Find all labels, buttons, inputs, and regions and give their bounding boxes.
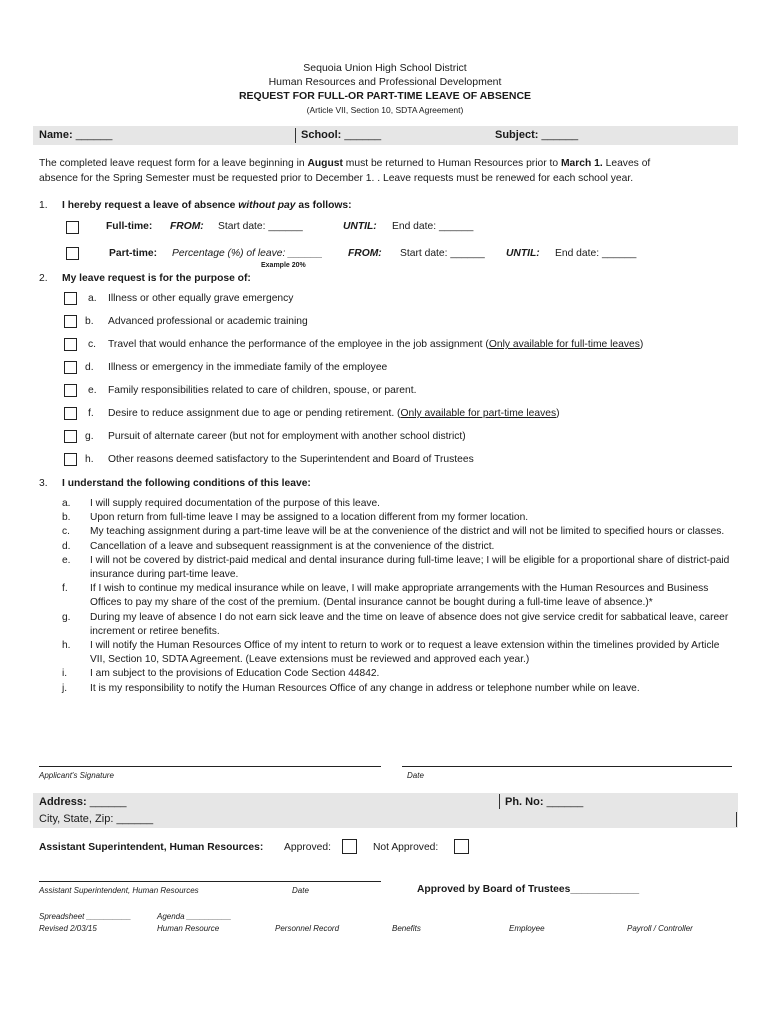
board-approval[interactable] [417,884,639,895]
address-label: Address: [39,796,87,808]
intro-text-c: must be returned to Human Resources prior to [342,158,561,169]
approved-label: Approved: [284,842,331,853]
city-label: City, State, Zip: [39,813,114,825]
condition-text: I will supply required documentation of the purpose of this leave. [90,498,380,509]
footer-revised: Revised 2/03/15 [39,924,97,933]
condition-item [62,540,732,554]
condition-letter: f. [62,583,68,595]
city-field[interactable] [39,813,153,825]
purpose-text: Family responsibilities related to care of children, spouse, or parent. [108,385,417,396]
purpose-text [108,408,560,419]
purpose-note: Only available for full-time leaves [488,339,640,350]
city-value: ______ [116,813,154,825]
footer-payroll: Payroll / Controller [627,924,693,933]
subject-label: Subject: [495,129,539,141]
purpose-text: Illness or emergency in the immediate family of the employee [108,362,388,373]
section1-title-a: I hereby request a leave of absence [62,200,239,211]
purpose-checkbox-h[interactable] [64,453,77,466]
purpose-text: Other reasons deemed satisfactory to the Superintendent and Board of Trustees [108,454,474,465]
condition-item [62,525,732,539]
purpose-text: Advanced professional or academic training [108,316,308,327]
purpose-close: ) [639,339,644,350]
footer-employee: Employee [509,924,545,933]
condition-text: If I wish to continue my medical insurance while on leave, I will make appropriate arrangements with the Human Resources and Business Offices to pay my share of the cost of the premium. (Dental insurance cannot be bought during a full-time leave of absence.)* [90,583,709,609]
purpose-letter: b. [85,316,94,327]
condition-letter: i. [62,668,68,680]
address-bar [33,793,738,828]
intro-august: August [307,158,343,169]
condition-letter: c. [62,526,70,538]
purpose-text-main: Travel that would enhance the performance of the employee in the job assignment ( [108,339,489,350]
district-name: Sequoia Union High School District [303,62,467,74]
purpose-checkbox-d[interactable] [64,361,77,374]
name-label: Name: [39,129,73,141]
condition-letter: b. [62,512,71,524]
intro-text-e: Leaves of [602,158,651,169]
purpose-checkbox-e[interactable] [64,384,77,397]
approval-date-label: Date [292,886,309,895]
condition-item [62,497,732,511]
divider [736,812,737,827]
condition-text: My teaching assignment during a part-time leave will be at the convenience of the district and will not be limited to specified hours or classes. [90,526,725,538]
condition-item [62,639,732,667]
fulltime-from: FROM: [170,221,204,232]
school-value: ______ [344,129,382,141]
applicant-date-line[interactable] [402,766,732,767]
section1-title-b: without pay [238,200,296,211]
parttime-percentage[interactable]: Percentage (%) of leave: ______ [172,248,323,259]
footer-human-resource: Human Resource [157,924,220,933]
footer-spreadsheet: Spreadsheet __________ [39,912,132,921]
fulltime-label: Full-time: [106,221,153,232]
condition-text: Cancellation of a leave and subsequent reassignment is at the convenience of the district. [90,540,495,552]
parttime-checkbox[interactable] [66,247,79,260]
approved-checkbox[interactable] [342,839,357,854]
purpose-checkbox-c[interactable] [64,338,77,351]
condition-item [62,511,732,525]
purpose-text: Illness or other equally grave emergency [108,293,294,304]
phone-value: ______ [546,796,584,808]
form-title: REQUEST FOR FULL-OR PART-TIME LEAVE OF ABSENCE [238,90,532,102]
applicant-signature-line[interactable] [39,766,381,767]
section3-number: 3. [39,478,48,489]
condition-letter: a. [62,498,71,509]
condition-text: I will not be covered by district-paid medical and dental insurance during full-time leave; I will be eligible for a proportional share of district-paid insurance during part-time leave. [90,554,730,581]
applicant-date-label: Date [407,771,424,780]
fulltime-end-date[interactable]: End date: ______ [392,221,474,232]
purpose-letter: d. [85,362,94,373]
phone-field[interactable] [505,796,583,808]
purpose-text: Pursuit of alternate career (but not for employment with another school district) [108,431,466,442]
asst-superintendent-label: Assistant Superintendent, Human Resources [39,886,199,895]
condition-item [62,554,732,582]
purpose-checkbox-b[interactable] [64,315,77,328]
condition-letter: h. [62,640,71,652]
purpose-close: ) [556,408,560,419]
divider [295,128,296,143]
name-field[interactable] [39,129,112,141]
name-value: ______ [75,129,113,141]
subject-field[interactable] [495,129,578,141]
purpose-note: Only available for part-time leaves [400,408,557,419]
section1-number: 1. [39,200,48,211]
parttime-start-date[interactable]: Start date: ______ [400,248,485,259]
condition-text: Upon return from full-time leave I may be assigned to a location different from my former location. [90,512,529,524]
not-approved-label: Not Approved: [373,842,439,853]
not-approved-checkbox[interactable] [454,839,469,854]
intro-text-a: The completed leave request form for a leave beginning in [39,158,308,169]
footer-agenda: Agenda __________ [157,912,232,921]
divider [499,794,500,809]
purpose-text [108,339,643,350]
purpose-checkbox-g[interactable] [64,430,77,443]
parttime-end-date[interactable]: End date: ______ [555,248,637,259]
percentage-example: Example 20% [261,262,306,269]
condition-text: It is my responsibility to notify the Human Resources Office of any change in address or telephone number while on leave. [90,682,640,694]
condition-text: I will notify the Human Resources Office of my intent to return to work or to request a leave extension within the timelines provided by Article VII, Section 10, SDTA Agreement. (Leave extensions must be reviewed and approved each year.) [90,640,720,666]
purpose-letter: f. [88,408,94,419]
parttime-label: Part-time: [109,248,158,259]
school-label: School: [301,129,342,141]
purpose-checkbox-a[interactable] [64,292,77,305]
section2-number: 2. [39,273,48,284]
fulltime-start-date[interactable]: Start date: ______ [218,221,303,232]
fulltime-checkbox[interactable] [66,221,79,234]
footer-benefits: Benefits [392,924,421,933]
approval-title: Assistant Superintendent, Human Resources: [39,842,264,853]
purpose-letter: c. [88,339,97,350]
school-field[interactable] [301,129,381,141]
board-approval-label: Approved by Board of Trustees [417,884,571,895]
intro-line-1 [39,158,739,169]
board-approval-blank: ____________ [570,884,640,895]
footer-personnel: Personnel Record [275,924,340,933]
info-bar [33,126,738,145]
section3-title: I understand the following conditions of this leave: [62,478,311,489]
fulltime-until: UNTIL: [343,221,377,232]
purpose-text-main: Desire to reduce assignment due to age or pending retirement. ( [108,408,401,419]
conditions-list [62,497,732,696]
section1-title-c: as follows: [295,200,352,211]
condition-item [62,611,732,639]
form-subtitle: (Article VII, Section 10, SDTA Agreement) [306,105,464,115]
condition-letter: d. [62,540,71,552]
condition-item [62,667,732,681]
purpose-letter: a. [88,293,97,304]
applicant-signature-label: Applicant's Signature [39,771,114,780]
purpose-letter: g. [85,431,94,442]
condition-item [62,582,732,610]
phone-label: Ph. No: [505,796,544,808]
department-name: Human Resources and Professional Development [268,76,502,88]
condition-letter: j. [62,682,68,694]
condition-letter: g. [62,611,71,623]
condition-text: During my leave of absence I do not earn sick leave and the time on leave of absence does not give service credit for sabbatical leave, career increment or retiree benefits. [90,611,729,637]
condition-letter: e. [62,554,71,566]
address-field[interactable] [39,796,126,808]
address-value: ______ [89,796,127,808]
purpose-checkbox-f[interactable] [64,407,77,420]
section2-title: My leave request is for the purpose of: [62,273,251,284]
intro-line-2: absence for the Spring Semester must be requested prior to December 1. . Leave requests must be renewed for each school year. [39,173,634,184]
parttime-until: UNTIL: [506,248,540,259]
asst-superintendent-signature-line[interactable] [39,881,381,882]
condition-item [62,682,732,696]
intro-march: March 1. [560,158,603,169]
condition-text: I am subject to the provisions of Education Code Section 44842. [90,668,380,680]
purpose-letter: h. [85,454,94,465]
section1-title [62,200,352,211]
parttime-from: FROM: [348,248,382,259]
purpose-letter: e. [88,385,97,396]
subject-value: ______ [541,129,579,141]
